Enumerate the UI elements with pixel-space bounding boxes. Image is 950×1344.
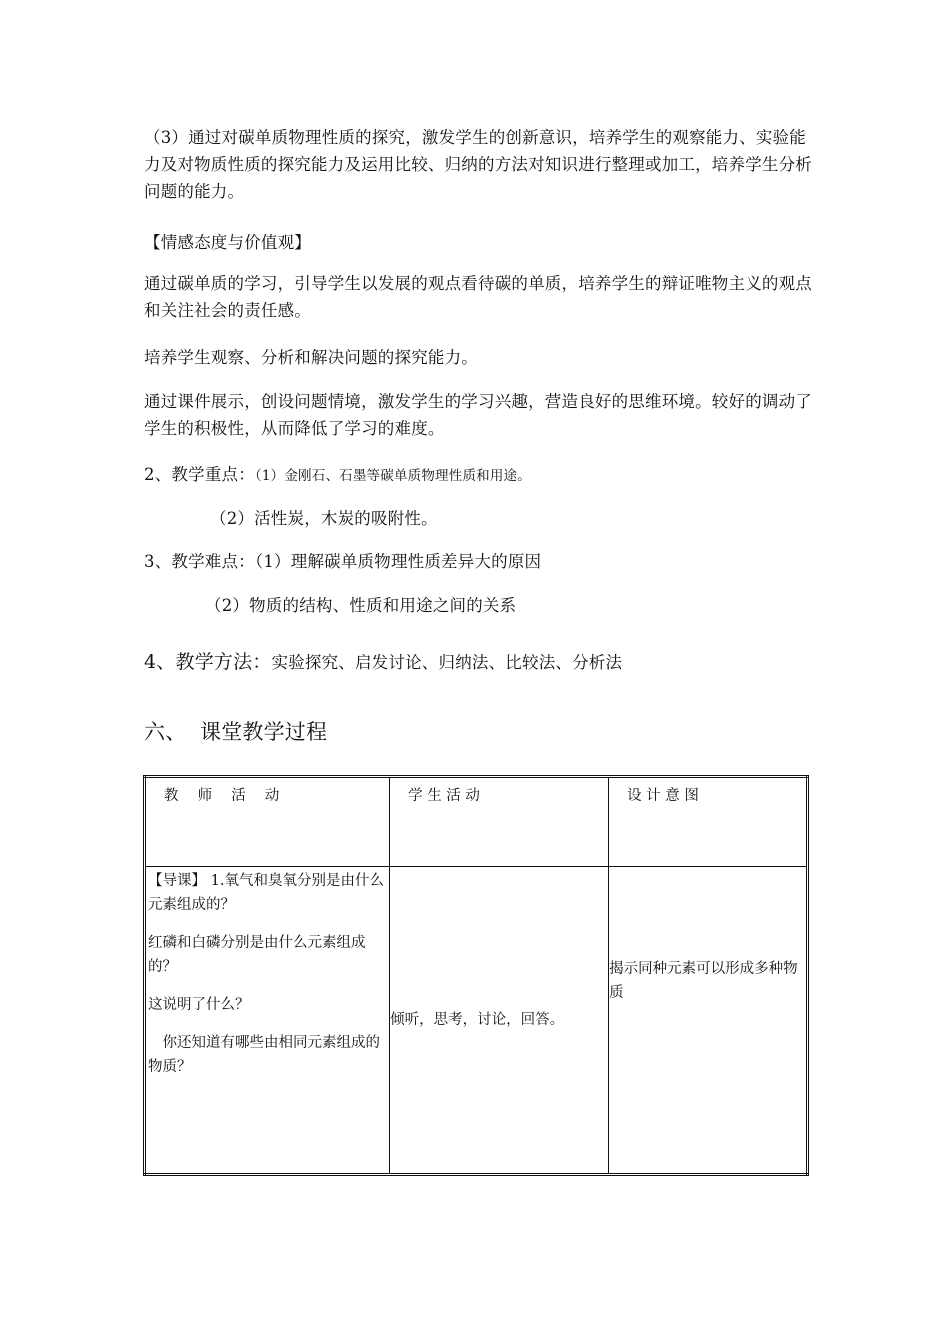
emotion-paragraph-3: 通过课件展示，创设问题情境，激发学生的学习兴趣，营造良好的思维环境。较好的调动了学生的积极性，从而降低了学习的难度。 [144, 392, 812, 438]
section-6-heading [144, 716, 814, 748]
student-activity-cell [390, 867, 609, 1175]
key-points-line [144, 461, 814, 490]
section-6-title: 课堂教学过程 [200, 720, 328, 744]
difficulties-line [144, 548, 814, 575]
student-activity-text: 倾听，思考，讨论，回答。 [390, 1012, 565, 1028]
header-design-intent: 设 计 意 图 [609, 777, 808, 867]
design-intent-text: 揭示同种元素可以形成多种物质 [609, 961, 798, 1001]
key-points-item-2: （2）活性炭，木炭的吸附性。 [210, 509, 438, 528]
teacher-line-4: 你还知道有哪些由相同元素组成的物质？ [148, 1035, 380, 1075]
difficulties-item-2: （2）物质的结构、性质和用途之间的关系 [205, 596, 517, 615]
table-header-row [145, 777, 808, 867]
teacher-line-1: 【导课】 1.氧气和臭氧分别是由什么元素组成的？ [148, 873, 384, 913]
methods-line [144, 647, 814, 678]
emotion-paragraph-1: 通过碳单质的学习，引导学生以发展的观点看待碳的单质，培养学生的辩证唯物主义的观点和关注社会的责任感。 [144, 274, 812, 320]
difficulties-item-1: （1）理解碳单质物理性质差异大的原因 [254, 552, 542, 571]
key-points-label: 2、教学重点： [144, 465, 255, 484]
key-points-item-1: （1）金刚石、石墨等碳单质物理性质和用途。 [254, 468, 531, 484]
emotion-heading: 【情感态度与价值观】 [144, 233, 311, 252]
emotion-paragraph-2: 培养学生观察、分析和解决问题的探究能力。 [144, 348, 478, 367]
section-6-number: 六、 [144, 720, 187, 744]
difficulties-label: 3、教学难点： [144, 552, 255, 571]
design-intent-cell [609, 867, 808, 1175]
lesson-process-table [143, 775, 809, 1176]
methods-label: 4、教学方法： [144, 651, 272, 673]
teacher-activity-cell [145, 867, 390, 1175]
teacher-line-3: 这说明了什么？ [148, 997, 250, 1013]
objective-3-paragraph: （3）通过对碳单质物理性质的探究，激发学生的创新意识，培养学生的观察能力、实验能力及对物质性质的探究能力及运用比较、归纳的方法对知识进行整理或加工，培养学生分析问题的能力。 [144, 128, 812, 201]
header-student-activity: 学 生 活 动 [390, 777, 609, 867]
teacher-line-2: 红磷和白磷分别是由什么元素组成的？ [148, 935, 366, 975]
table-row [145, 867, 808, 1175]
header-teacher-activity: 教 师 活 动 [145, 777, 390, 867]
methods-text: 实验探究、启发讨论、归纳法、比较法、分析法 [271, 653, 623, 672]
